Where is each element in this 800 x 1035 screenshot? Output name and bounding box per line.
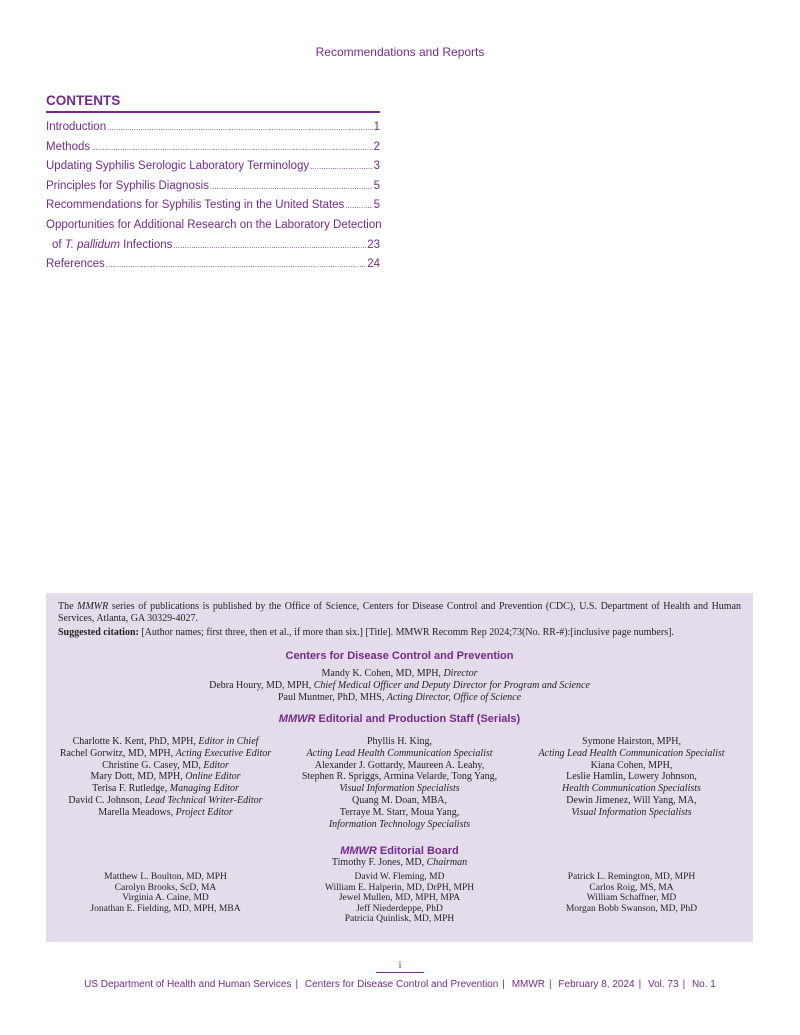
toc-entry-title-suffix: Infections <box>119 238 173 251</box>
staff-member: Charlotte K. Kent, PhD, MPH, Editor in Chief <box>72 736 259 747</box>
staff-line: Information Technology Specialists <box>328 818 471 830</box>
toc-entry-page: 24 <box>367 258 380 271</box>
toc-entry-title: Principles for Syphilis Diagnosis <box>46 179 209 192</box>
toc-leader-dots <box>91 138 372 158</box>
toc-leader-dots <box>345 196 372 216</box>
board-member: William E. Halperin, MD, DrPH, MPH <box>324 882 475 893</box>
board-chair: Timothy F. Jones, MD, Chairman <box>331 857 468 868</box>
cdc-leadership <box>46 668 753 703</box>
staff-line: Visual Information Specialists <box>571 806 692 818</box>
staff-line: Leslie Hamlin, Lowery Johnson, <box>566 771 697 783</box>
footer-item: No. 1 <box>691 979 716 990</box>
cdc-person: Debra Houry, MD, MPH, Chief Medical Officer and Deputy Director for Program and Science <box>209 679 590 691</box>
suggested-citation <box>58 627 741 639</box>
footer-item: Centers for Disease Control and Prevention <box>304 979 499 990</box>
staff-line: Alexander J. Gottardy, Maureen A. Leahy, <box>314 759 485 771</box>
board-member: Jeff Niederdeppe, PhD <box>356 903 443 914</box>
footer-item: US Department of Health and Human Services <box>84 979 292 990</box>
toc-entry-opportunities-line1[interactable] <box>46 216 380 236</box>
cdc-person: Paul Muntner, PhD, MHS, Acting Director, Office of Science <box>277 691 522 703</box>
toc-entry-title: References <box>46 258 105 271</box>
toc-leader-dots <box>310 157 372 177</box>
board-member: Jonathan E. Fielding, MD, MPH, MBA <box>90 903 241 914</box>
staff-column-left <box>58 736 273 819</box>
toc-entry-title: Methods <box>46 140 91 153</box>
citation-label: Suggested citation: <box>58 627 139 638</box>
editorial-board-heading: MMWR Editorial Board <box>340 845 459 857</box>
toc-leader-dots <box>106 255 366 275</box>
toc-entry-title-italic: T. pallidum <box>64 238 120 251</box>
toc-entry-page: 5 <box>373 179 380 192</box>
board-column-left <box>58 872 273 914</box>
publisher-note-text: The <box>58 601 78 612</box>
toc-entry-title-prefix: of <box>52 238 65 251</box>
citation-text: [Author names; first three, then et al., if more than six.] [Title]. MMWR Recomm Rep 2024;73(No. RR-#):[inclusive page numbers]. <box>138 627 674 638</box>
board-member: Jewel Mullen, MD, MPH, MPA <box>338 893 461 903</box>
staff-line: Dewin Jimenez, Will Yang, MA, <box>566 794 697 806</box>
board-column-right <box>524 872 739 914</box>
staff-line: Phyllis H. King, <box>366 736 432 747</box>
footer-item: MMWR <box>511 979 546 990</box>
footer-item: February 8, 2024 <box>558 979 635 990</box>
toc-entry-title: Recommendations for Syphilis Testing in the United States <box>46 199 345 212</box>
staff-member: Terisa F. Rutledge, Managing Editor <box>92 783 239 795</box>
staff-member: Rachel Gorwitz, MD, MPH, Acting Executive Editor <box>59 747 272 759</box>
toc-entry-references[interactable] <box>46 255 380 275</box>
toc-entry-page: 3 <box>373 160 380 173</box>
page-number: i <box>376 960 424 973</box>
board-member: Patrick L. Remington, MD, MPH <box>567 872 696 882</box>
board-member: Carolyn Brooks, ScD, MA <box>114 882 217 893</box>
staff-member: Christine G. Casey, MD, Editor <box>102 759 229 771</box>
toc-entry-title: Updating Syphilis Serologic Laboratory Terminology <box>46 160 310 173</box>
board-member: Carlos Roig, MS, MA <box>589 882 674 893</box>
cdc-person: Mandy K. Cohen, MD, MPH, Director <box>321 668 478 679</box>
staff-member: Mary Dott, MD, MPH, Online Editor <box>90 771 241 783</box>
toc-entry-page: 2 <box>373 140 380 153</box>
footer-item: Vol. 73 <box>647 979 679 990</box>
toc-leader-dots <box>107 118 372 138</box>
staff-member: Marella Meadows, Project Editor <box>98 806 233 818</box>
board-member: Morgan Bobb Swanson, MD, PhD <box>565 903 698 914</box>
staff-line: Visual Information Specialists <box>339 783 460 795</box>
toc-leader-dots <box>173 236 366 256</box>
masthead-box <box>46 593 753 942</box>
board-member: Virginia A. Caine, MD <box>122 893 209 903</box>
board-column-middle <box>292 872 507 925</box>
staff-line: Acting Lead Health Communication Specialist <box>538 747 725 759</box>
toc-entry-title: Introduction <box>46 121 107 133</box>
publisher-note-text: series of publications is published by the Office of Science, Centers for Disease Control and Prevention (CDC), U.S. Department of Health and Human Services, Atlanta, GA 30329-4027. <box>58 601 742 625</box>
toc-entry-page: 23 <box>367 238 380 251</box>
toc-entry-title: Opportunities for Additional Research on the Laboratory Detection <box>46 218 382 231</box>
staff-line: Acting Lead Health Communication Specialist <box>306 747 493 759</box>
running-head: Recommendations and Reports <box>315 45 485 59</box>
board-member: William Schaffner, MD <box>586 893 677 903</box>
contents-heading: CONTENTS <box>46 93 380 113</box>
toc-entry-page: 5 <box>373 199 380 212</box>
staff-line: Stephen R. Spriggs, Armina Velarde, Tong Yang, <box>301 771 498 783</box>
board-member: Patricia Quinlisk, MD, MPH <box>344 914 455 924</box>
toc-entry-terminology[interactable] <box>46 157 380 177</box>
staff-member: David C. Johnson, Lead Technical Writer-Editor <box>68 794 263 806</box>
table-of-contents <box>46 93 380 275</box>
staff-line: Symone Hairston, MPH, <box>582 736 681 747</box>
staff-line: Quang M. Doan, MBA, <box>352 794 447 806</box>
toc-list <box>46 118 380 275</box>
toc-entry-introduction[interactable] <box>46 118 380 138</box>
cdc-heading: Centers for Disease Control and Prevention <box>285 650 514 662</box>
toc-entry-recommendations[interactable] <box>46 196 380 216</box>
staff-line: Health Communication Specialists <box>562 783 701 795</box>
board-member: Matthew L. Boulton, MD, MPH <box>104 872 227 882</box>
toc-entry-diagnosis[interactable] <box>46 177 380 197</box>
staff-column-middle <box>292 736 507 830</box>
toc-entry-title-continued <box>52 236 172 256</box>
staff-line: Kiana Cohen, MPH, <box>590 759 673 771</box>
page-footer: US Department of Health and Human Services | Centers for Disease Control and Prevention | MMWR | February 8, 2024 | Vol. 73 | No. 1 <box>84 979 716 990</box>
board-member: David W. Fleming, MD <box>354 872 445 882</box>
staff-heading: MMWR Editorial and Production Staff (Serials) <box>278 713 521 725</box>
staff-line: Terraye M. Starr, Moua Yang, <box>339 806 460 818</box>
toc-entry-page: 1 <box>373 121 380 133</box>
toc-entry-opportunities-line2[interactable] <box>46 236 380 256</box>
publisher-note-italic: MMWR <box>77 601 109 612</box>
publisher-note <box>58 601 741 625</box>
toc-leader-dots <box>210 177 373 197</box>
staff-column-right <box>524 736 739 819</box>
toc-entry-methods[interactable] <box>46 138 380 158</box>
